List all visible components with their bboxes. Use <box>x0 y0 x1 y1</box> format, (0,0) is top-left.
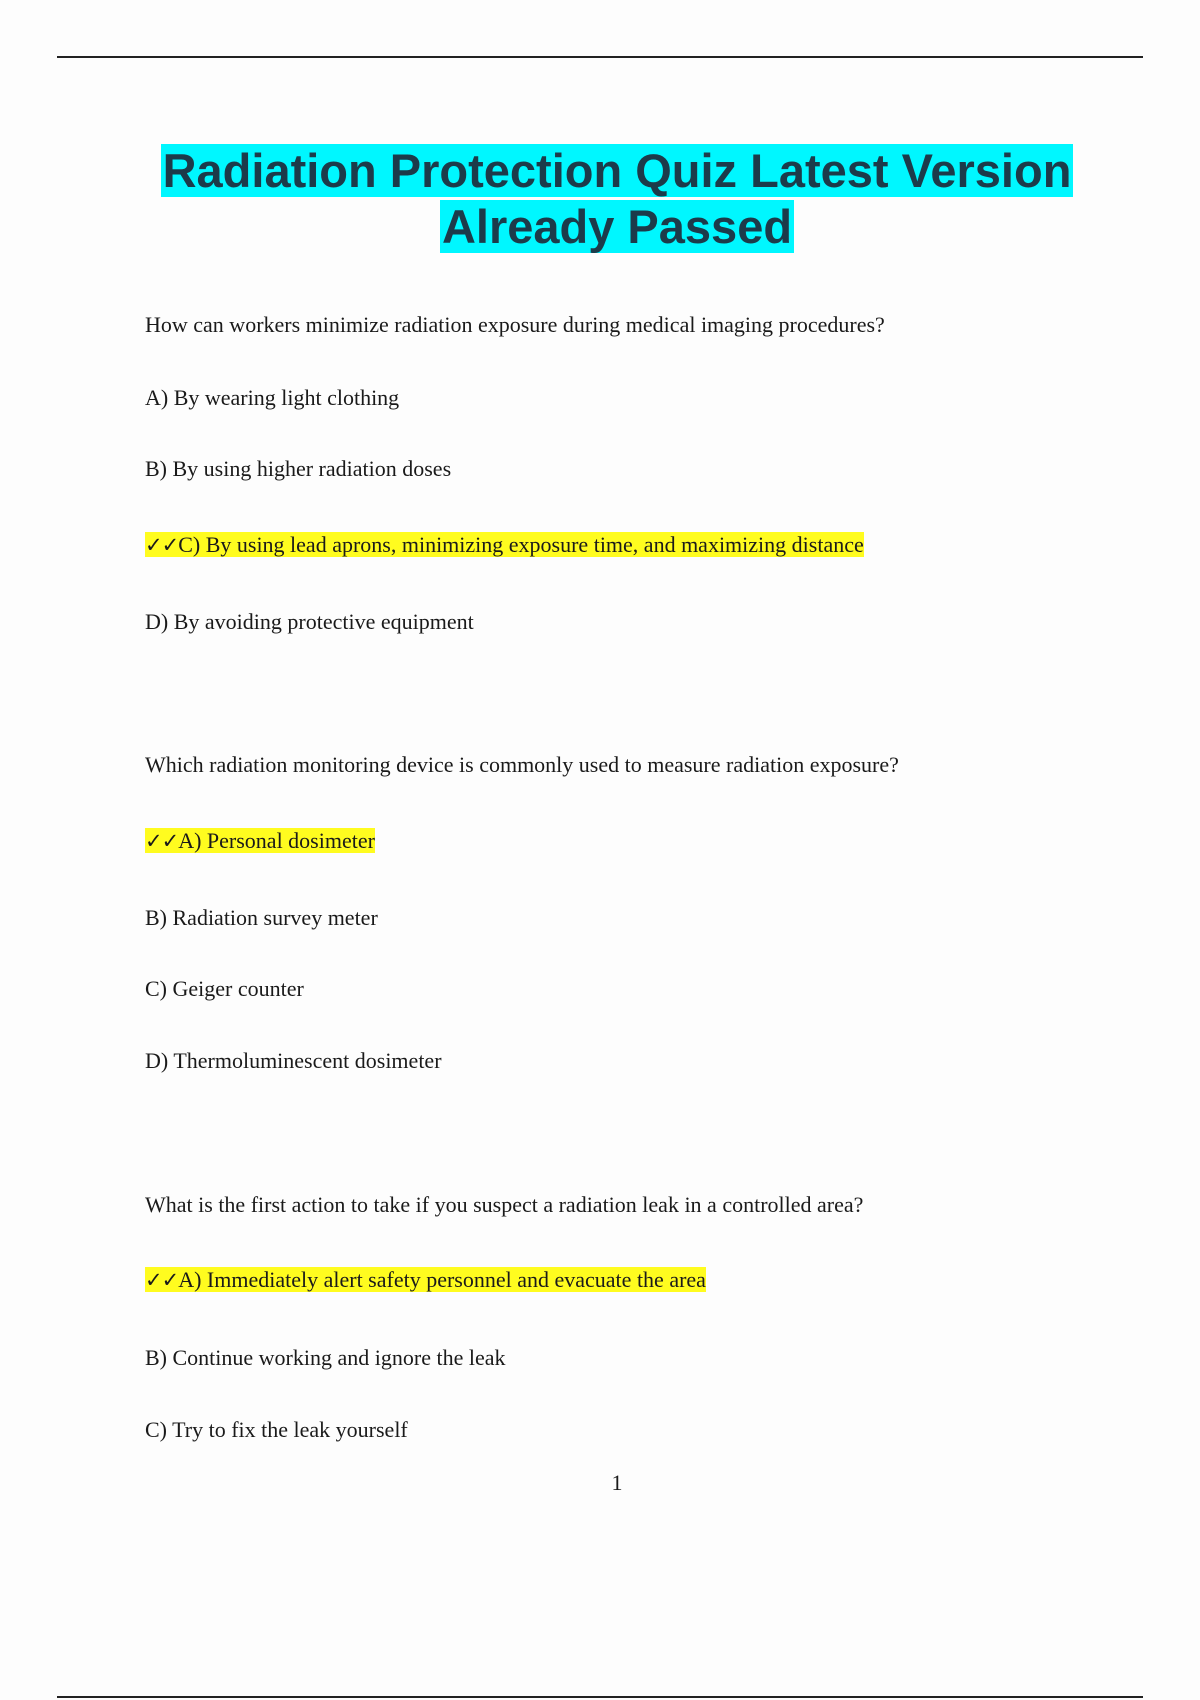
question-3-option-c: C) Try to fix the leak yourself <box>145 1417 408 1442</box>
question-3-option-b: B) Continue working and ignore the leak <box>145 1345 506 1370</box>
question-1: How can workers minimize radiation exposure during medical imaging procedures? <box>145 312 885 337</box>
question-1-option-b: B) By using higher radiation doses <box>145 456 452 481</box>
question-2-option-d: D) Thermoluminescent dosimeter <box>145 1048 442 1073</box>
header-rule <box>57 56 1143 58</box>
question-1-option-c-correct <box>145 530 864 560</box>
answer-text: C) By using lead aprons, minimizing exposure time, and maximizing distance <box>178 532 864 557</box>
question-3: What is the first action to take if you suspect a radiation leak in a controlled area? <box>145 1192 864 1217</box>
question-2: Which radiation monitoring device is commonly used to measure radiation exposure? <box>145 752 899 777</box>
correct-answer-highlight <box>145 1267 706 1292</box>
question-2-option-c: C) Geiger counter <box>145 976 304 1001</box>
question-1-option-a: A) By wearing light clothing <box>145 385 400 410</box>
question-2-option-b: B) Radiation survey meter <box>145 905 378 930</box>
page-number: 1 <box>611 1470 623 1495</box>
double-check-icon: ✓✓ <box>145 1268 179 1292</box>
title-line-2: Already Passed <box>441 200 793 253</box>
double-check-icon: ✓✓ <box>145 829 179 853</box>
title-line-1: Radiation Protection Quiz Latest Version <box>162 144 1072 197</box>
answer-text: A) Immediately alert safety personnel and evacuate the area <box>178 1267 706 1292</box>
footer-rule <box>57 1696 1143 1698</box>
question-2-option-a-correct <box>145 826 375 856</box>
question-1-option-d: D) By avoiding protective equipment <box>145 609 474 634</box>
answer-text: A) Personal dosimeter <box>178 828 375 853</box>
correct-answer-highlight <box>145 532 864 557</box>
correct-answer-highlight <box>145 828 375 853</box>
double-check-icon: ✓✓ <box>145 533 179 557</box>
document-title <box>60 143 1174 255</box>
question-3-option-a-correct <box>145 1265 706 1295</box>
